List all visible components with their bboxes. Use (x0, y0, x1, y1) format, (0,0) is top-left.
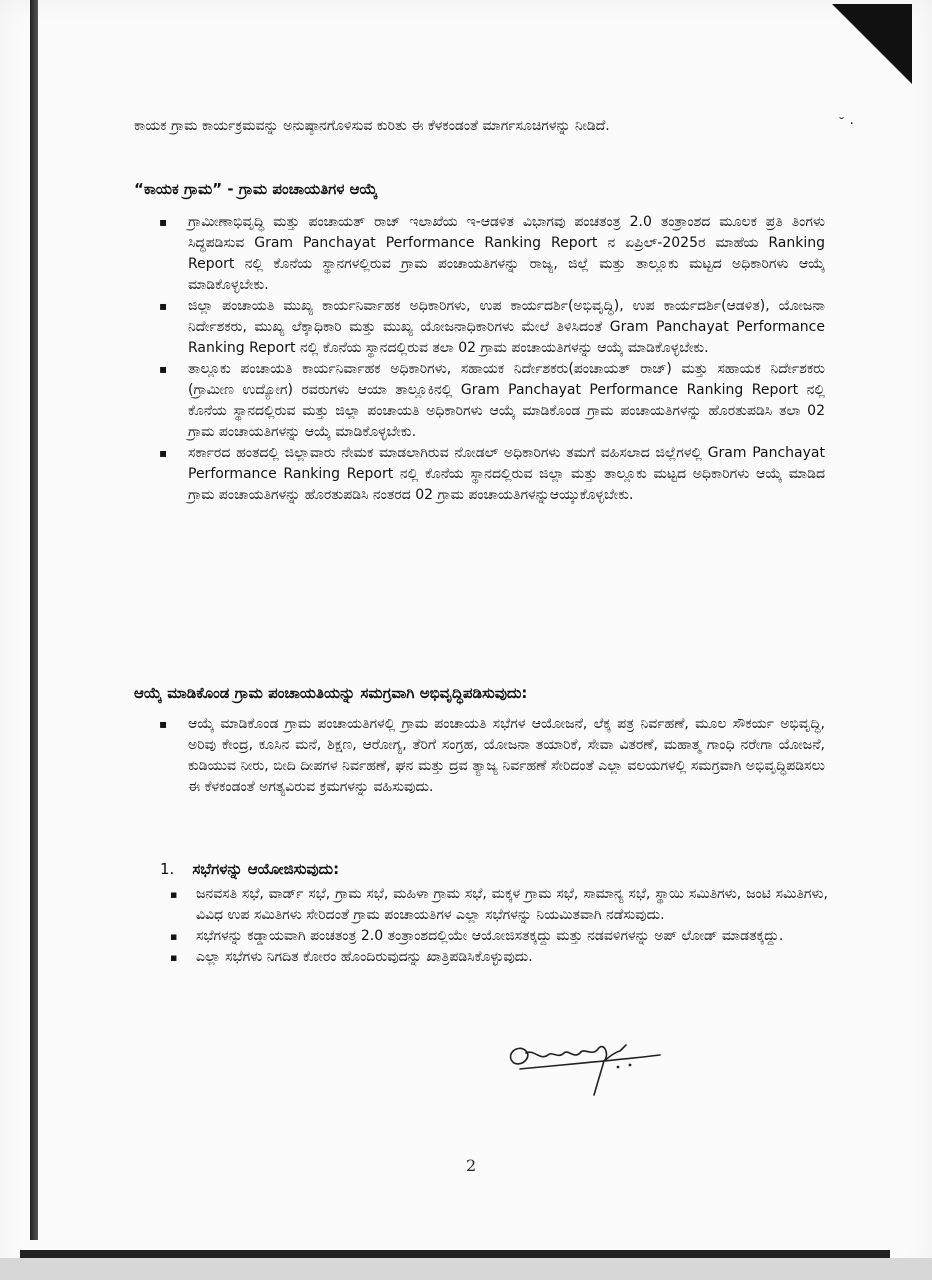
scan-left-edge (30, 0, 38, 1240)
bullet-icon: ▪ (159, 446, 168, 460)
scan-mark: ˘ · (838, 116, 854, 132)
section1-heading: “ಕಾಯಕ ಗ್ರಾಮ” - ಗ್ರಾಮ ಪಂಚಾಯತಿಗಳ ಆಯ್ಕೆ (134, 180, 378, 198)
section2-heading: ಆಯ್ಕೆ ಮಾಡಿಕೊಂಡ ಗ್ರಾಮ ಪಂಚಾಯತಿಯನ್ನು ಸಮಗ್ರವಾಗಿ ಅಭಿವೃದ್ಧಿಪಡಿಸುವುದು: (134, 684, 528, 702)
subsection1-heading (160, 860, 339, 878)
section1-bullet-list (155, 212, 825, 506)
bullet-icon: ▪ (159, 717, 168, 731)
bullet-icon: ▪ (170, 888, 178, 901)
intro-paragraph: ಕಾಯಕ ಗ್ರಾಮ ಕಾರ್ಯಕ್ರಮವನ್ನು ಅನುಷ್ಠಾನಗೊಳಿಸುವ ಕುರಿತು ಈ ಕೆಳಕಂಡಂತೆ ಮಾರ್ಗಸೂಚಿಗಳನ್ನು ನೀಡಿದೆ. (134, 118, 610, 134)
list-item: ▪ ಆಯ್ಕೆ ಮಾಡಿಕೊಂಡ ಗ್ರಾಮ ಪಂಚಾಯತಿಗಳಲ್ಲಿ ಗ್ರಾಮ ಪಂಚಾಯತಿ ಸಭೆಗಳ ಆಯೋಜನೆ, ಲೆಕ್ಕ ಪತ್ರ ನಿರ್ವಹಣೆ, ಮೂಲ ಸೌಕರ್ಯ ಅಭಿವೃದ್ಧಿ, ಅರಿವು ಕೇಂದ್ರ, ಕೂಸಿನ ಮನೆ, ಶಿಕ್ಷಣ, ಆರೋಗ್ಯ, ತೆರಿಗೆ ಸಂಗ್ರಹ, ಯೋಜನಾ ತಯಾರಿಕೆ, ಸೇವಾ ವಿತರಣೆ, ಮಹಾತ್ಮ ಗಾಂಧಿ ನರೇಗಾ ಯೋಜನೆ, ಕುಡಿಯುವ ನೀರು, ಬೀದಿ ದೀಪಗಳ ನಿರ್ವಹಣೆ, ಘನ ಮತ್ತು ದ್ರವ ತ್ಯಾಜ್ಯ ನಿರ್ವಹಣೆ ಸೇರಿದಂತೆ ಎಲ್ಲಾ ವಲಯಗಳಲ್ಲಿ ಸಮಗ್ರವಾಗಿ ಅಭಿವೃದ್ಧಿಪಡಿಸಲು ಈ ಕೆಳಕಂಡಂತೆ ಅಗತ್ಯವಿರುವ ಕ್ರಮಗಳನ್ನು ವಹಿಸುವುದು. (159, 716, 825, 795)
list-item: ▪ ಜನವಸತಿ ಸಭೆ, ವಾರ್ಡ್ ಸಭೆ, ಗ್ರಾಮ ಸಭೆ, ಮಹಿಳಾ ಗ್ರಾಮ ಸಭೆ, ಮಕ್ಕಳ ಗ್ರಾಮ ಸಭೆ, ಸಾಮಾನ್ಯ ಸಭೆ, ಸ್ಥಾಯಿ ಸಮಿತಿಗಳು, ಜಂಟಿ ಸಮಿತಿಗಳು, ವಿವಿಧ ಉಪ ಸಮಿತಿಗಳು ಸೇರಿದಂತೆ ಗ್ರಾಮ ಪಂಚಾಯತಿಗಳ ಎಲ್ಲಾ ಸಭೆಗಳನ್ನು ನಿಯಮಿತವಾಗಿ ನಡೆಸುವುದು. (170, 886, 828, 923)
list-item: ▪ ಗ್ರಾಮೀಣಾಭಿವೃದ್ಧಿ ಮತ್ತು ಪಂಚಾಯತ್ ರಾಜ್ ಇಲಾಖೆಯ ಇ-ಆಡಳಿತ ವಿಭಾಗವು ಪಂಚತಂತ್ರ 2.0 ತಂತ್ರಾಂಶದ ಮೂಲಕ ಪ್ರತಿ ತಿಂಗಳು ಸಿದ್ಧಪಡಿಸುವ Gram Panchayat Performance Ranking Report ನ ಏಪ್ರಿಲ್-2025ರ ಮಾಹೆಯ Ranking Report ನಲ್ಲಿ ಕೊನೆಯ ಸ್ಥಾನಗಳಲ್ಲಿರುವ ಗ್ರಾಮ ಪಂಚಾಯತಿಗಳನ್ನು ರಾಜ್ಯ, ಜಿಲ್ಲೆ ಮತ್ತು ತಾಲ್ಲೂಕು ಮಟ್ಟದ ಅಧಿಕಾರಿಗಳು ಆಯ್ಕೆ ಮಾಡಿಕೊಳ್ಳಬೇಕು. (159, 214, 825, 293)
bullet-icon: ▪ (159, 362, 168, 376)
folded-corner (832, 4, 912, 84)
list-item: ▪ ಸರ್ಕಾರದ ಹಂತದಲ್ಲಿ ಜಿಲ್ಲಾವಾರು ನೇಮಕ ಮಾಡಲಾಗಿರುವ ನೋಡಲ್ ಅಧಿಕಾರಿಗಳು ತಮಗೆ ವಹಿಸಲಾದ ಜಿಲ್ಲೆಗಳಲ್ಲಿ Gram Panchayat Performance Ranking Report ನಲ್ಲಿ ಕೊನೆಯ ಸ್ಥಾನದಲ್ಲಿರುವ ಜಿಲ್ಲಾ ಮತ್ತು ತಾಲ್ಲೂಕು ಮಟ್ಟದ ಅಧಿಕಾರಿಗಳು ಆಯ್ಕೆ ಮಾಡಿದ ಗ್ರಾಮ ಪಂಚಾಯತಿಗಳನ್ನು ಹೊರತುಪಡಿಸಿ ನಂತರದ 02 ಗ್ರಾಮ ಪಂಚಾಯತಿಗಳನ್ನುಆಯ್ಕುಕೊಳ್ಳಬೇಕು. (159, 445, 825, 503)
subsection1-bullet-list (168, 884, 828, 968)
subsection-number: 1. (160, 860, 175, 878)
list-item: ▪ ಜಿಲ್ಲಾ ಪಂಚಾಯತಿ ಮುಖ್ಯ ಕಾರ್ಯನಿರ್ವಾಹಕ ಅಧಿಕಾರಿಗಳು, ಉಪ ಕಾರ್ಯದರ್ಶಿ(ಅಭಿವೃದ್ಧಿ), ಉಪ ಕಾರ್ಯದರ್ಶಿ(ಆಡಳಿತ), ಯೋಜನಾ ನಿರ್ದೇಶಕರು, ಮುಖ್ಯ ಲೆಕ್ಕಾಧಿಕಾರಿ ಮತ್ತು ಮುಖ್ಯ ಯೋಜನಾಧಿಕಾರಿಗಳು ಮೇಲೆ ತಿಳಿಸಿದಂತೆ Gram Panchayat Performance Ranking Report ನಲ್ಲಿ ಕೊನೆಯ ಸ್ಥಾನದಲ್ಲಿರುವ ತಲಾ 02 ಗ್ರಾಮ ಪಂಚಾಯತಿಗಳನ್ನು ಆಯ್ಕೆ ಮಾಡಿಕೊಳ್ಳಬೇಕು. (159, 298, 825, 356)
list-item: ▪ ಸಭೆಗಳನ್ನು ಕಡ್ಡಾಯವಾಗಿ ಪಂಚತಂತ್ರ 2.0 ತಂತ್ರಾಂಶದಲ್ಲಿಯೇ ಆಯೋಜಿಸತಕ್ಕದ್ದು ಮತ್ತು ನಡವಳಿಗಳನ್ನು ಅಪ್ ಲೋಡ್ ಮಾಡತಕ್ಕದ್ದು. (168, 926, 828, 947)
bullet-icon: ▪ (159, 299, 168, 313)
scan-bottom-edge (20, 1250, 890, 1258)
page-number: 2 (466, 1156, 477, 1175)
scan-bottom-margin (0, 1258, 932, 1280)
bullet-icon: ▪ (159, 215, 168, 229)
list-item: ▪ ತಾಲ್ಲೂಕು ಪಂಚಾಯತಿ ಕಾರ್ಯನಿರ್ವಾಹಕ ಅಧಿಕಾರಿಗಳು, ಸಹಾಯಕ ನಿರ್ದೇಶಕರು(ಪಂಚಾಯತ್ ರಾಜ್) ಮತ್ತು ಸಹಾಯಕ ನಿರ್ದೇಶಕರು (ಗ್ರಾಮೀಣ ಉದ್ಯೋಗ) ರವರುಗಳು ಆಯಾ ತಾಲ್ಲೂಕಿನಲ್ಲಿ Gram Panchayat Performance Ranking Report ನಲ್ಲಿ ಕೊನೆಯ ಸ್ಥಾನದಲ್ಲಿರುವ ಮತ್ತು ಜಿಲ್ಲಾ ಪಂಚಾಯತಿ ಅಧಿಕಾರಿಗಳು ಆಯ್ಕೆ ಮಾಡಿಕೊಂಡ ಗ್ರಾಮ ಪಂಚಾಯತಿಗಳನ್ನು ಹೊರತುಪಡಿಸಿ ತಲಾ 02 ಗ್ರಾಮ ಪಂಚಾಯತಿಗಳನ್ನು ಆಯ್ಕೆ ಮಾಡಿಕೊಳ್ಳಬೇಕು. (159, 361, 825, 440)
list-item: ▪ ಎಲ್ಲಾ ಸಭೆಗಳು ನಿಗದಿತ ಕೋರಂ ಹೊಂದಿರುವುದನ್ನು ಖಾತ್ರಿಪಡಿಸಿಕೊಳ್ಳುವುದು. (168, 947, 828, 968)
signature (500, 1025, 670, 1100)
subsection-title: ಸಭೆಗಳನ್ನು ಆಯೋಜಿಸುವುದು: (192, 860, 340, 878)
bullet-icon: ▪ (170, 951, 178, 964)
section2-bullet-list (155, 714, 825, 798)
bullet-icon: ▪ (170, 930, 178, 943)
